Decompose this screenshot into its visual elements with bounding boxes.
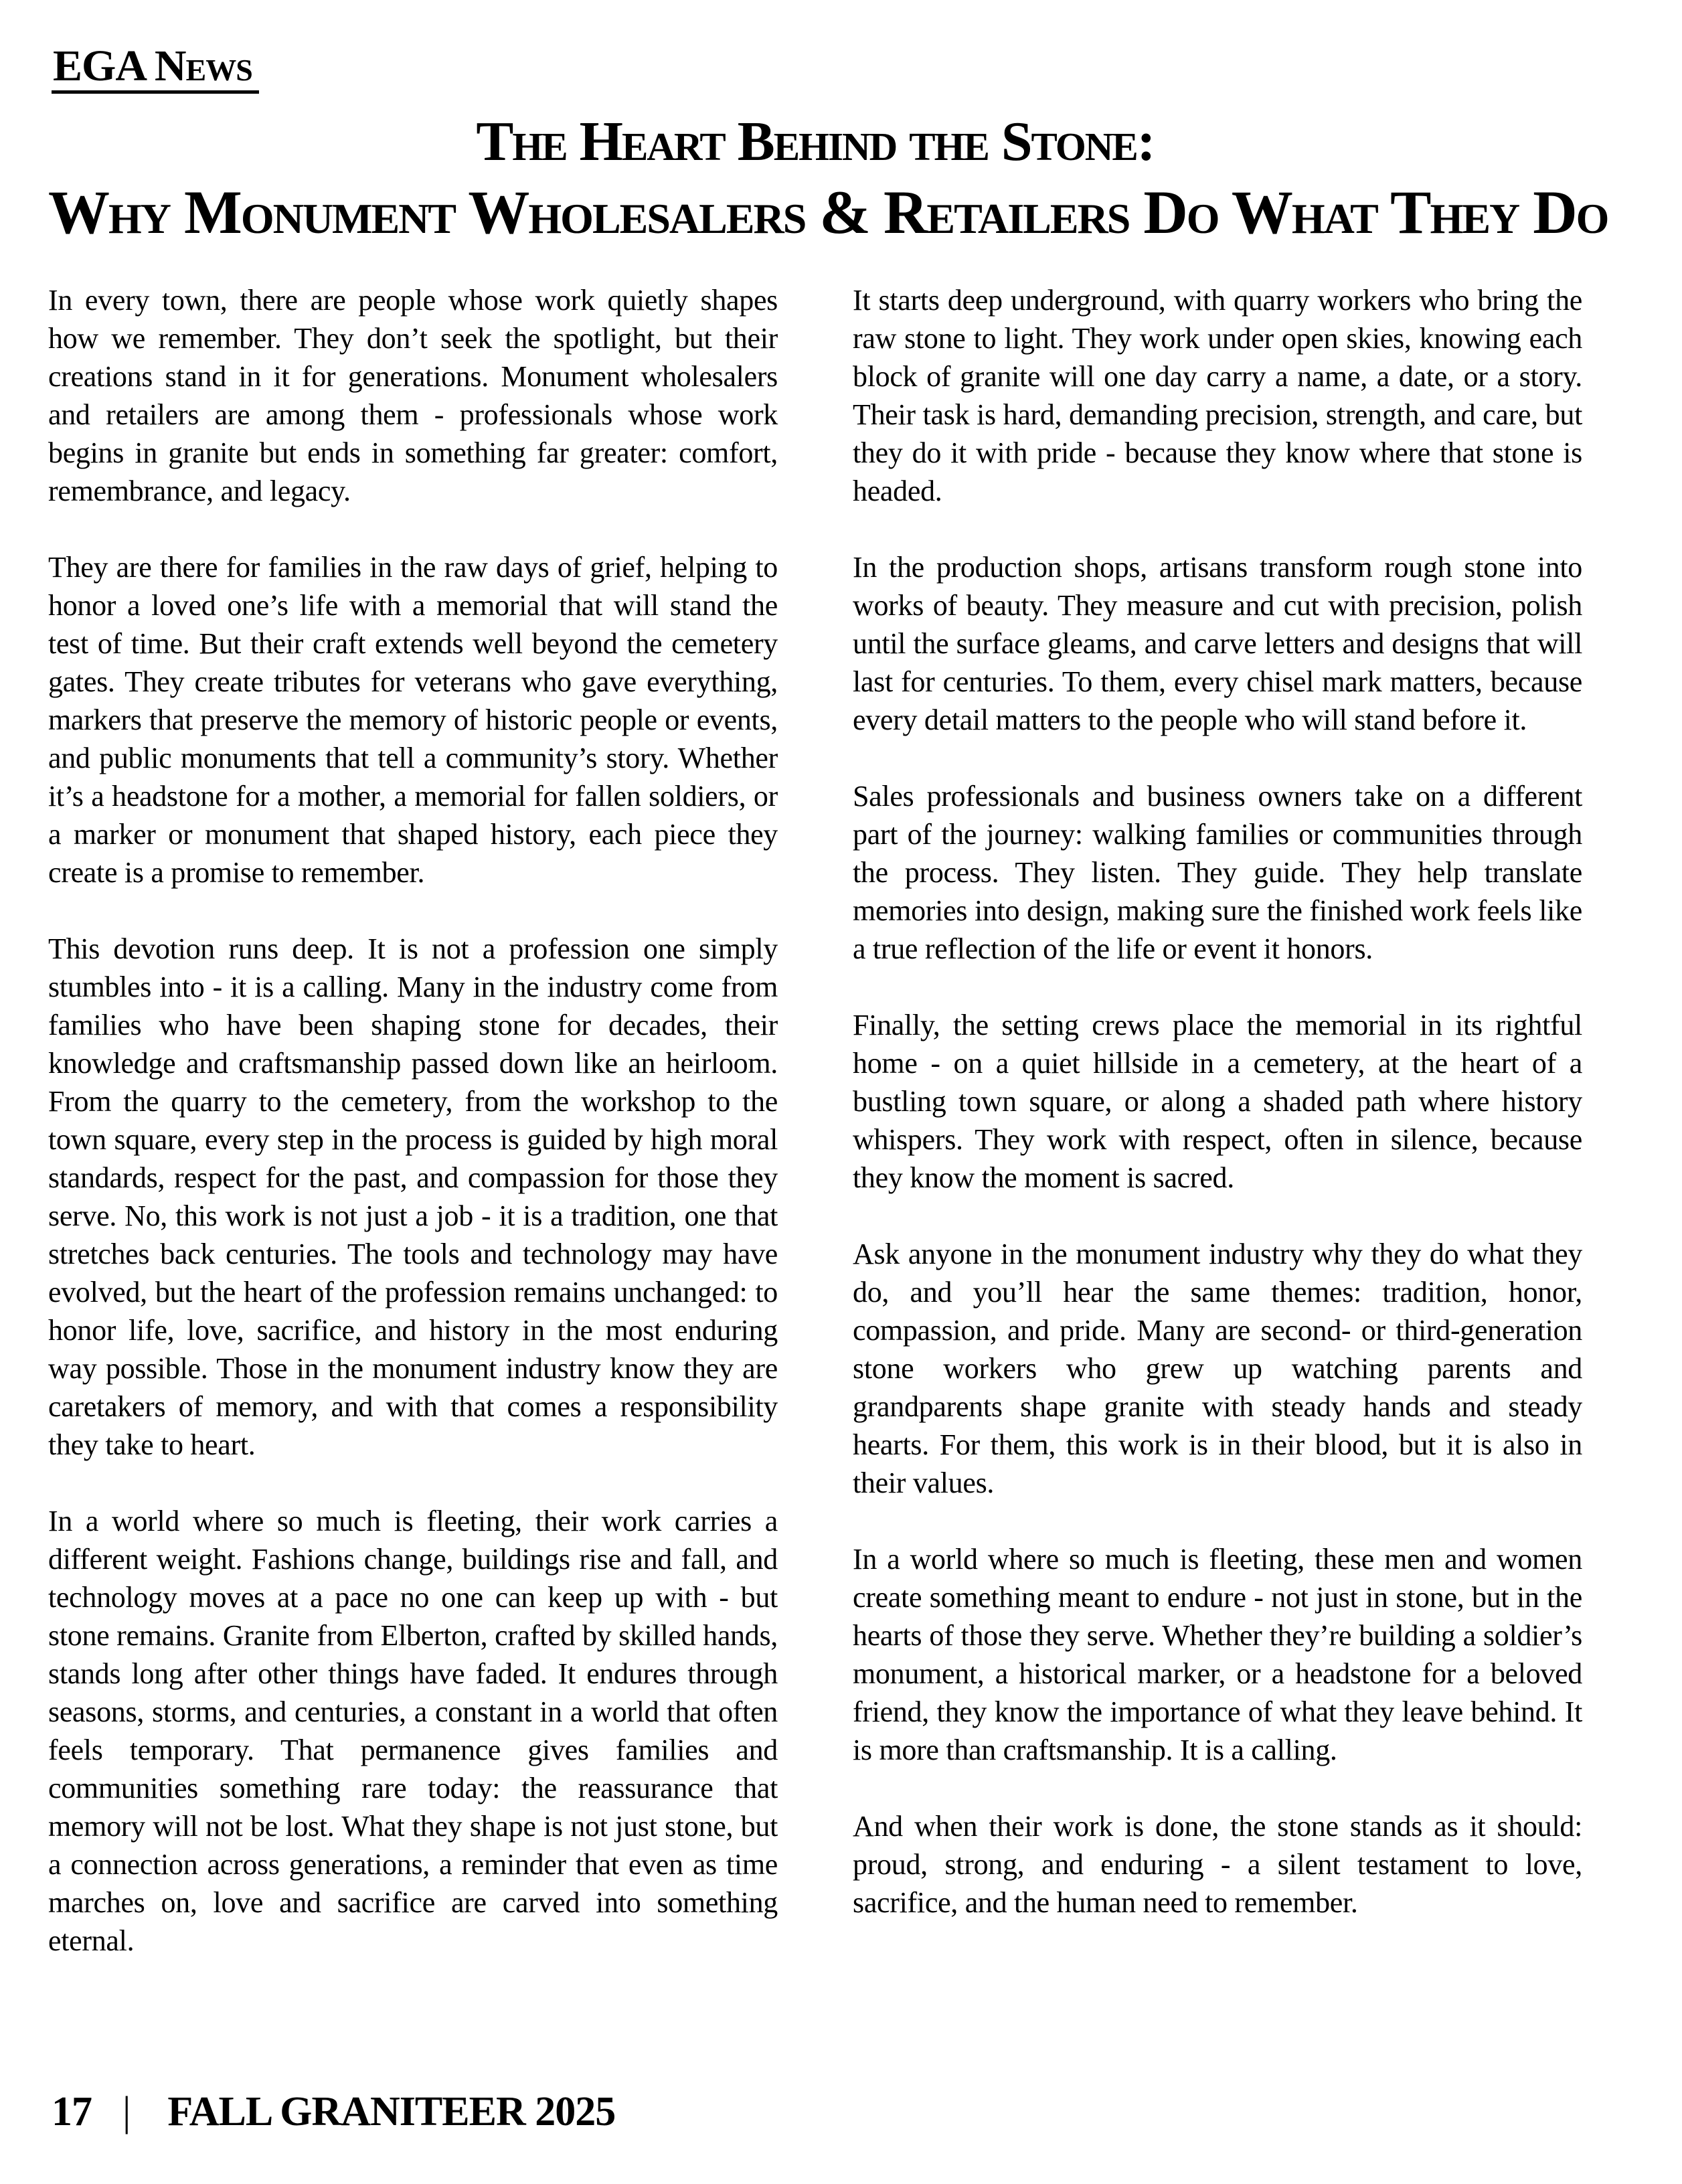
paragraph: And when their work is done, the stone stands as it should: proud, strong, and enduring - a silent testament to love, sacrifice, and the human need to remember. — [853, 1810, 1582, 1919]
page-footer — [52, 2088, 615, 2136]
paragraph: In the production shops, artisans transform rough stone into works of beauty. They measure and cut with precision, polish until the surface gleams, and carve letters and designs that will last for centuries. To them, every chisel mark matters, because every detail matters to the people who will stand before it. — [853, 551, 1582, 736]
article-body — [48, 281, 1582, 1960]
paragraph: They are there for families in the raw days of grief, helping to honor a loved one’s life with a memorial that will stand the test of time. But their craft extends well beyond the cemetery gates. They create tributes for veterans who gave everything, markers that preserve the memory of historic people or events, and public monuments that tell a community’s story. Whether it’s a headstone for a mother, a memorial for fallen soldiers, or a marker or monument that shaped history, each piece they create is a promise to remember. — [48, 551, 778, 889]
paragraph: It starts deep underground, with quarry workers who bring the raw stone to light. They work under open skies, knowing each block of granite will one day carry a name, a date, or a story. Their task is hard, demanding precision, strength, and care, but they do it with pride - because they know where that stone is headed. — [853, 284, 1582, 507]
footer-separator: | — [122, 2089, 131, 2134]
page-number: 17 — [52, 2089, 92, 2134]
column-left — [48, 281, 778, 1960]
paragraph: In a world where so much is fleeting, these men and women create something meant to endure - not just in stone, but in the hearts of those they serve. Whether they’re building a soldier’s monument, a historical marker, or a headstone for a beloved friend, they know the importance of what they leave behind. It is more than craftsmanship. It is a calling. — [853, 1543, 1582, 1766]
issue-title: FALL GRANITEER 2025 — [167, 2089, 616, 2134]
article-title-line2: Why Monument Wholesalers & Retailers Do What They Do — [48, 178, 1608, 246]
paragraph: Ask anyone in the monument industry why they do what they do, and you’ll hear the same themes: tradition, honor, compassion, and pride. Many are second- or third-generation stone workers who grew up watching parents and grandparents shape granite with steady hands and steady hearts. For them, this work is in their blood, but it is also in their values. — [853, 1238, 1582, 1499]
paragraph: In a world where so much is fleeting, their work carries a different weight. Fashions change, buildings rise and fall, and technology moves at a pace no one can keep up with - but stone remains. Granite from Elberton, crafted by skilled hands, stands long after other things have faded. It endures through seasons, storms, and centuries, a constant in a world that often feels temporary. That permanence gives families and communities something rare today: the reassurance that memory will not be lost. What they shape is not just stone, but a connection across generations, a reminder that even as time marches on, love and sacrifice are carved into something eternal. — [48, 1505, 778, 1957]
paragraph: Sales professionals and business owners take on a different part of the journey: walking families or communities through the process. They listen. They guide. They help translate memories into design, making sure the finished work feels like a true reflection of the life or event it honors. — [853, 780, 1582, 965]
section-masthead: EGA News — [52, 43, 259, 94]
article-title — [48, 108, 1608, 249]
article-title-line1: The Heart Behind the Stone: — [476, 110, 1155, 173]
paragraph: Finally, the setting crews place the memorial in its rightful home - on a quiet hillside in a cemetery, at the heart of a bustling town square, or along a shaded path where history whispers. They work with respect, often in silence, because they know the moment is sacred. — [853, 1009, 1582, 1194]
paragraph: This devotion runs deep. It is not a profession one simply stumbles into - it is a calling. Many in the industry come from families who have been shaping stone for decades, their knowledge and craftsmanship passed down like an heirloom. From the quarry to the cemetery, from the workshop to the town square, every step in the process is guided by high moral standards, respect for the past, and compassion for those they serve. No, this work is not just a job - it is a tradition, one that stretches back centuries. The tools and technology may have evolved, but the heart of the profession remains unchanged: to honor life, love, sacrifice, and history in the most enduring way possible. Those in the monument industry know they are caretakers of memory, and with that comes a responsibility they take to heart. — [48, 932, 778, 1461]
column-right — [853, 281, 1582, 1960]
paragraph: In every town, there are people whose work quietly shapes how we remember. They don’t seek the spotlight, but their creations stand in it for generations. Monument wholesalers and retailers are among them - professionals whose work begins in granite but ends in something far greater: comfort, remembrance, and legacy. — [48, 284, 778, 507]
